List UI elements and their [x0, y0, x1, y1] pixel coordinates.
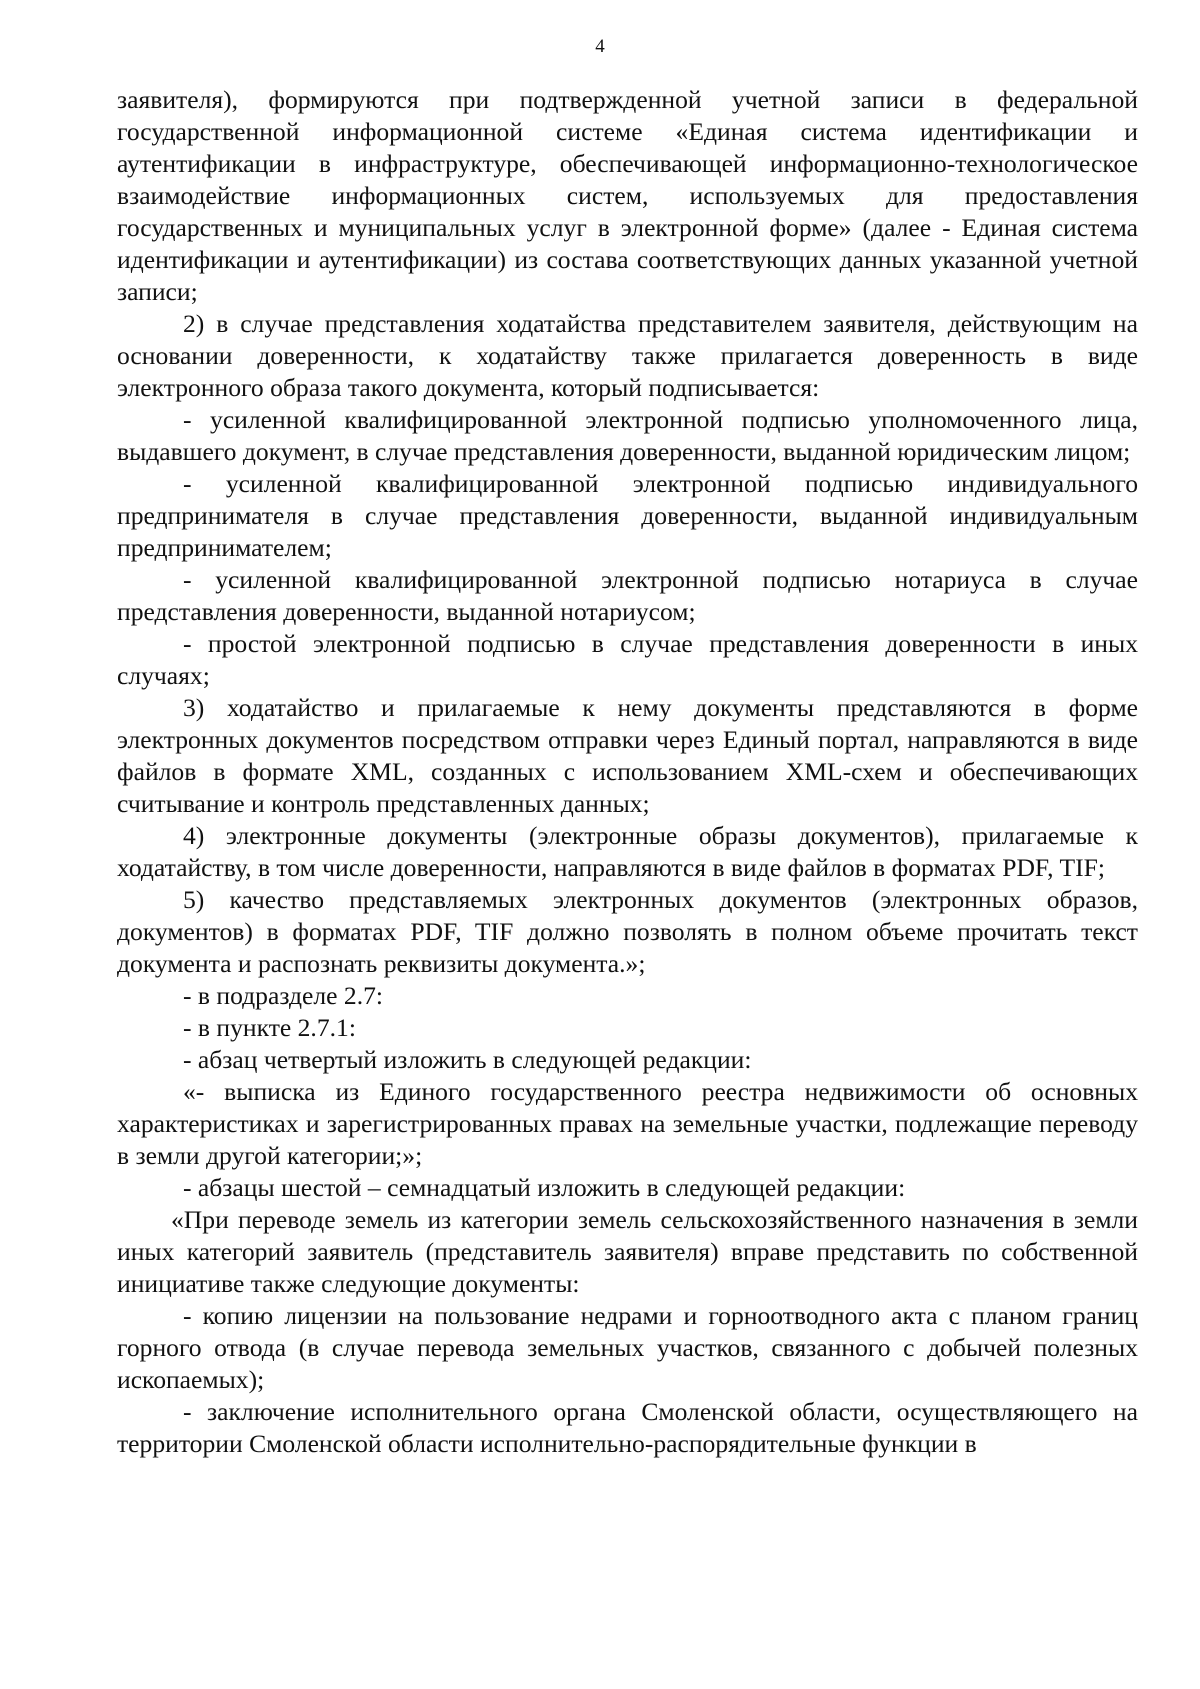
paragraph-subsection-2-7: - в подразделе 2.7:: [183, 981, 384, 1010]
paragraph-applicant-account: заявителя), формируются при подтвержденной учетной записи в федеральной государственной информационной системе «Единая система идентификации и аутентификации в инфраструктуре, обеспечивающей информационно-технологическое взаимодействие информационных систем, используемых для предоставления государственных и муниципальных услуг в электронной форме» (далее - Единая система идентификации и аутентификации) из состава соответствующих данных указанной учетной записи;: [117, 85, 1138, 306]
paragraph-sixth-seventeenth: - абзацы шестой – семнадцатый изложить в следующей редакции:: [183, 1173, 906, 1202]
page-number: 4: [595, 36, 605, 57]
paragraph-point-2-7-1: - в пункте 2.7.1:: [183, 1013, 356, 1042]
paragraph-item-2: 2) в случае представления ходатайства представителем заявителя, действующим на основании доверенности, к ходатайству также прилагается доверенность в виде электронного образа такого документа, который подписывается:: [117, 309, 1138, 402]
paragraph-item-4: 4) электронные документы (электронные образы документов), прилагаемые к ходатайству, в том числе доверенности, направляются в виде файлов в форматах PDF, TIF;: [117, 821, 1138, 882]
paragraph-subsoil-license: - копию лицензии на пользование недрами и горноотводного акта с планом границ горного отвода (в случае перевода земельных участков, связанного с добычей полезных ископаемых);: [117, 1301, 1138, 1394]
paragraph-executive-conclusion: - заключение исполнительного органа Смоленской области, осуществляющего на территории Смоленской области исполнительно-распорядительные функции в: [117, 1397, 1138, 1458]
paragraph-signature-legal-entity: - усиленной квалифицированной электронной подписью уполномоченного лица, выдавшего документ, в случае представления доверенности, выданной юридическим лицом;: [117, 405, 1138, 466]
paragraph-land-transfer: «При переводе земель из категории земель сельскохозяйственного назначения в земли иных категорий заявитель (представитель заявителя) вправе представить по собственной инициативе также следующие документы:: [117, 1205, 1138, 1298]
document-body: [117, 84, 1138, 1460]
paragraph-fourth-abzac: - абзац четвертый изложить в следующей редакции:: [183, 1045, 752, 1074]
paragraph-signature-entrepreneur: - усиленной квалифицированной электронной подписью индивидуального предпринимателя в случае представления доверенности, выданной индивидуальным предпринимателем;: [117, 469, 1138, 562]
paragraph-signature-notary: - усиленной квалифицированной электронной подписью нотариуса в случае представления доверенности, выданной нотариусом;: [117, 565, 1138, 626]
paragraph-item-5: 5) качество представляемых электронных документов (электронных образов, документов) в форматах PDF, TIF должно позволять в полном объеме прочитать текст документа и распознать реквизиты документа.»;: [117, 885, 1138, 978]
paragraph-item-3: 3) ходатайство и прилагаемые к нему документы представляются в форме электронных документов посредством отправки через Единый портал, направляются в виде файлов в формате XML, созданных с использованием XML-схем и обеспечивающих считывание и контроль представленных данных;: [117, 693, 1138, 818]
paragraph-simple-signature: - простой электронной подписью в случае представления доверенности в иных случаях;: [117, 629, 1138, 690]
paragraph-registry-extract: «- выписка из Единого государственного реестра недвижимости об основных характеристиках и зарегистрированных правах на земельные участки, подлежащие переводу в земли другой категории;»;: [117, 1077, 1138, 1170]
